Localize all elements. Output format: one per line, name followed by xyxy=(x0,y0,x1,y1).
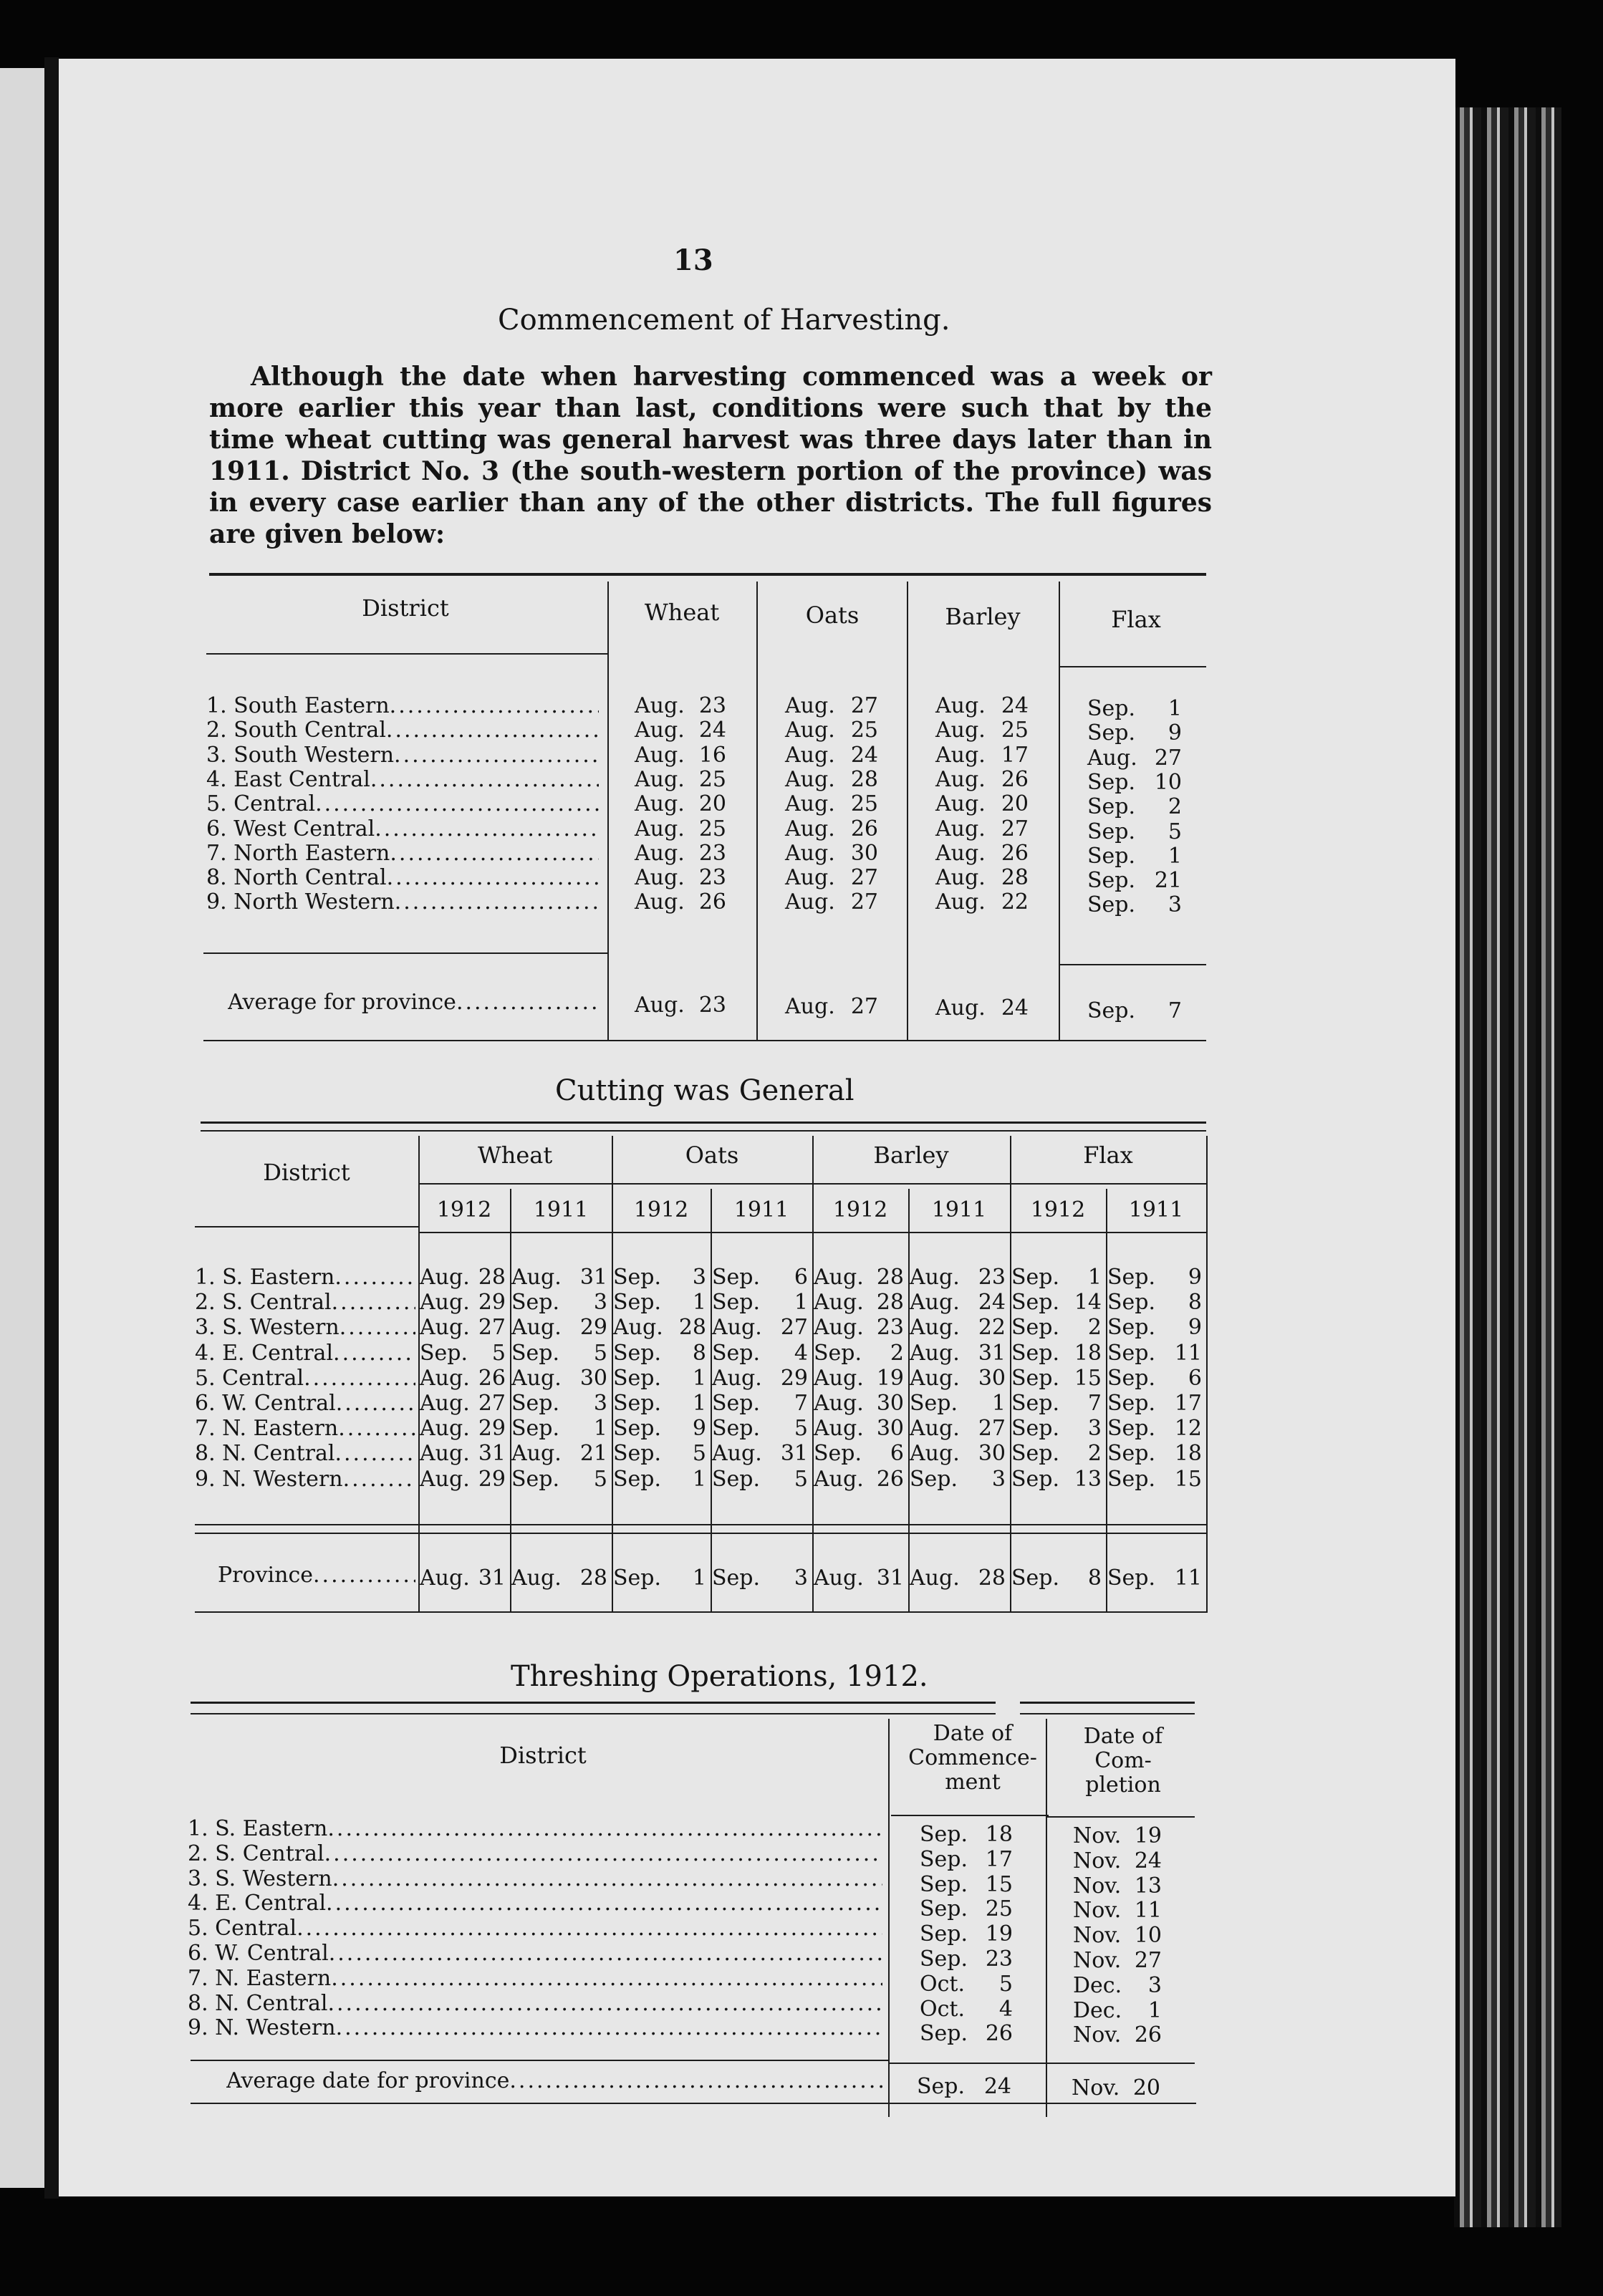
header-barley: Barley xyxy=(945,603,1021,630)
header-oats: Oats xyxy=(805,602,860,629)
header-crop: Oats xyxy=(685,1142,739,1169)
commencement-date: Oct. 5 xyxy=(920,1972,1013,1997)
cutting-date: Sep. 15 xyxy=(1011,1366,1102,1391)
section1-title: Commencement of Harvesting. xyxy=(498,304,950,337)
district-label: 9. N. Western ..... xyxy=(195,1467,415,1492)
flax-date: Sep. 5 xyxy=(1087,819,1182,844)
province-date: Aug. 28 xyxy=(910,1566,1006,1591)
section3-title: Threshing Operations, 1912. xyxy=(511,1660,928,1693)
province-date: Sep. 3 xyxy=(712,1566,808,1591)
header-year: 1911 xyxy=(1128,1197,1184,1222)
district-label: Average date for province ..... xyxy=(226,2068,882,2093)
province-date: Sep. 11 xyxy=(1107,1566,1202,1591)
completion-date: Nov. 27 xyxy=(1073,1948,1162,1973)
commencement-date: Sep. 23 xyxy=(920,1947,1013,1972)
cutting-date: Aug. 30 xyxy=(910,1366,1006,1391)
district-label: 3. South Western ..... xyxy=(206,743,599,768)
cutting-date: Sep. 1 xyxy=(613,1391,706,1416)
district-row xyxy=(195,1441,415,1466)
header-flax: Flax xyxy=(1111,606,1161,633)
commencement-date: Sep. 17 xyxy=(920,1847,1013,1872)
table-rule xyxy=(891,1815,1049,1816)
completion-date: Dec. 3 xyxy=(1073,1973,1162,1998)
table-column-rule xyxy=(888,1719,890,2117)
province-row xyxy=(218,1563,415,1588)
cutting-date: Aug. 28 xyxy=(814,1290,904,1315)
wheat-date: Aug. 25 xyxy=(635,816,726,841)
cutting-date: Sep. 5 xyxy=(712,1416,808,1441)
wheat-date: Aug. 23 xyxy=(635,693,726,718)
header-year: 1911 xyxy=(931,1197,987,1222)
district-label: 8. N. Central ..... xyxy=(188,1991,882,2016)
district-label: 9. N. Western ..... xyxy=(188,2015,882,2040)
cutting-date: Sep. 9 xyxy=(1107,1265,1202,1290)
district-row xyxy=(188,1816,882,1841)
cutting-date: Aug. 28 xyxy=(814,1265,904,1290)
oats-date: Aug. 24 xyxy=(785,743,878,768)
cutting-date: Aug. 29 xyxy=(712,1366,808,1391)
table-rule xyxy=(209,573,1206,576)
district-label: 4. E. Central ..... xyxy=(195,1341,415,1366)
district-row xyxy=(206,718,599,743)
table-column-rule xyxy=(607,582,609,1040)
cutting-date: Sep. 6 xyxy=(712,1265,808,1290)
district-label: 7. N. Eastern ..... xyxy=(188,1966,882,1991)
district-row xyxy=(195,1416,415,1441)
cutting-date: Sep. 1 xyxy=(1011,1265,1102,1290)
cutting-date: Aug. 31 xyxy=(420,1441,506,1466)
oats-date: Aug. 26 xyxy=(785,816,878,841)
table-rule xyxy=(201,1130,1206,1132)
district-row xyxy=(206,743,599,768)
barley-date: Aug. 25 xyxy=(935,718,1029,743)
header-district: District xyxy=(499,1742,587,1769)
table-rule xyxy=(203,952,607,954)
flax-date: Sep. 21 xyxy=(1087,868,1182,893)
header-wheat: Wheat xyxy=(644,599,720,626)
table-rule xyxy=(191,2103,1196,2104)
district-row xyxy=(206,841,599,866)
oats-date: Aug. 27 xyxy=(785,865,878,890)
barley-date: Aug. 26 xyxy=(935,767,1029,792)
cutting-date: Aug. 30 xyxy=(511,1366,607,1391)
cutting-date: Sep. 6 xyxy=(1107,1366,1202,1391)
district-label: 3. S. Western ..... xyxy=(195,1315,415,1340)
header-crop: Flax xyxy=(1083,1142,1133,1169)
cutting-date: Sep. 7 xyxy=(712,1391,808,1416)
cutting-date: Aug. 27 xyxy=(420,1315,506,1340)
oats-date: Aug. 30 xyxy=(785,841,878,866)
header-district: District xyxy=(362,594,449,622)
cutting-date: Sep. 3 xyxy=(511,1391,607,1416)
district-label: 9. North Western ..... xyxy=(206,889,599,915)
district-label: 1. S. Eastern ..... xyxy=(188,1816,882,1841)
wheat-date: Aug. 26 xyxy=(635,889,726,915)
cutting-date: Sep. 3 xyxy=(511,1290,607,1315)
district-label: 5. Central ..... xyxy=(206,791,599,816)
cutting-date: Aug. 27 xyxy=(712,1315,808,1340)
district-row xyxy=(195,1391,415,1416)
cutting-date: Sep. 1 xyxy=(910,1391,1006,1416)
district-row xyxy=(195,1341,415,1366)
cutting-date: Aug. 26 xyxy=(814,1467,904,1492)
district-row xyxy=(206,816,599,841)
cutting-date: Sep. 5 xyxy=(613,1441,706,1466)
adjacent-page-edge xyxy=(0,68,44,2188)
wheat-date: Aug. 23 xyxy=(635,841,726,866)
province-date: Sep. 8 xyxy=(1011,1566,1102,1591)
cutting-date: Aug. 21 xyxy=(511,1441,607,1466)
district-label: Average for province ..... xyxy=(228,990,599,1015)
district-row xyxy=(206,791,599,816)
wheat-date: Aug. 24 xyxy=(635,718,726,743)
completion-date: Nov. 19 xyxy=(1073,1823,1162,1848)
completion-date: Dec. 1 xyxy=(1073,1998,1162,2023)
completion-date: Nov. 24 xyxy=(1073,1848,1162,1873)
district-label: 4. E. Central ..... xyxy=(188,1891,882,1916)
district-label: Province ..... xyxy=(218,1563,415,1588)
cutting-date: Aug. 24 xyxy=(910,1290,1006,1315)
header-crop: Barley xyxy=(873,1142,949,1169)
cutting-date: Sep. 17 xyxy=(1107,1391,1202,1416)
cutting-date: Sep. 7 xyxy=(1011,1391,1102,1416)
oats-date: Aug. 27 xyxy=(785,693,878,718)
flax-date: Aug. 27 xyxy=(1087,746,1182,771)
table-column-rule xyxy=(1046,1719,1047,2117)
district-label: 3. S. Western ..... xyxy=(188,1866,882,1891)
barley-date: Aug. 17 xyxy=(935,743,1029,768)
wheat-date: Aug. 16 xyxy=(635,743,726,768)
section2-title: Cutting was General xyxy=(555,1074,855,1107)
wheat-date: Aug. 25 xyxy=(635,767,726,792)
cutting-date: Sep. 2 xyxy=(1011,1315,1102,1340)
header-completion: Date of Com- pletion xyxy=(1083,1724,1163,1798)
cutting-date: Sep. 1 xyxy=(613,1366,706,1391)
cutting-date: Sep. 18 xyxy=(1107,1441,1202,1466)
district-label: 1. South Eastern ..... xyxy=(206,693,599,718)
oats-date: Aug. 27 xyxy=(785,889,878,915)
district-row xyxy=(206,865,599,890)
cutting-date: Sep. 12 xyxy=(1107,1416,1202,1441)
province-date: Sep. 1 xyxy=(613,1566,706,1591)
table-rule xyxy=(191,1713,996,1714)
oats-date: Aug. 25 xyxy=(785,791,878,816)
completion-date: Nov. 13 xyxy=(1073,1873,1162,1899)
completion-date: Nov. 26 xyxy=(1073,2022,1162,2047)
commencement-date: Sep. 18 xyxy=(920,1822,1013,1847)
district-row xyxy=(188,1916,882,1941)
cutting-date: Sep. 4 xyxy=(712,1341,808,1366)
commencement-date: Sep. 25 xyxy=(920,1896,1013,1921)
barley-date: Aug. 27 xyxy=(935,816,1029,841)
district-row xyxy=(206,693,599,718)
flax-date: Sep. 2 xyxy=(1087,794,1182,819)
cutting-date: Aug. 28 xyxy=(613,1315,706,1340)
table-rule xyxy=(418,1232,1206,1233)
table-rule xyxy=(203,1040,1206,1041)
cutting-date: Aug. 31 xyxy=(712,1441,808,1466)
average-row xyxy=(226,2068,882,2093)
cutting-date: Aug. 19 xyxy=(814,1366,904,1391)
table-rule xyxy=(888,2063,1195,2064)
cutting-date: Sep. 1 xyxy=(613,1467,706,1492)
avg-commencement: Sep. 24 xyxy=(917,2074,1011,2099)
province-date: Aug. 28 xyxy=(511,1566,607,1591)
district-label: 6. West Central ..... xyxy=(206,816,599,841)
barley-date: Aug. 20 xyxy=(935,791,1029,816)
district-row xyxy=(188,1941,882,1966)
commencement-date: Sep. 19 xyxy=(920,1921,1013,1947)
cutting-date: Aug. 29 xyxy=(511,1315,607,1340)
cutting-date: Aug. 29 xyxy=(420,1290,506,1315)
table-column-rule xyxy=(1059,582,1060,1040)
table-rule xyxy=(195,1226,418,1227)
avg-oats: Aug. 27 xyxy=(785,994,878,1019)
cutting-date: Sep. 8 xyxy=(1107,1290,1202,1315)
cutting-date: Sep. 14 xyxy=(1011,1290,1102,1315)
table-rule xyxy=(1020,1713,1195,1714)
barley-date: Aug. 22 xyxy=(935,889,1029,915)
commencement-date: Oct. 4 xyxy=(920,1997,1013,2022)
avg-flax: Sep. 7 xyxy=(1087,998,1182,1023)
cutting-date: Aug. 31 xyxy=(511,1265,607,1290)
district-label: 8. N. Central ..... xyxy=(195,1441,415,1466)
cutting-date: Sep. 5 xyxy=(712,1467,808,1492)
district-label: 1. S. Eastern ..... xyxy=(195,1265,415,1290)
commencement-date: Sep. 15 xyxy=(920,1872,1013,1897)
table-rule xyxy=(201,1122,1206,1124)
barley-date: Aug. 26 xyxy=(935,841,1029,866)
district-label: 7. North Eastern ..... xyxy=(206,841,599,866)
cutting-date: Aug. 29 xyxy=(420,1416,506,1441)
wheat-date: Aug. 20 xyxy=(635,791,726,816)
header-year: 1912 xyxy=(436,1197,492,1222)
header-year: 1912 xyxy=(1030,1197,1086,1222)
page-edges xyxy=(1454,107,1561,2227)
district-row xyxy=(188,1866,882,1891)
header-year: 1911 xyxy=(733,1197,789,1222)
barley-date: Aug. 24 xyxy=(935,693,1029,718)
district-row xyxy=(206,889,599,915)
cutting-date: Sep. 13 xyxy=(1011,1467,1102,1492)
district-row xyxy=(195,1366,415,1391)
cutting-date: Aug. 30 xyxy=(910,1441,1006,1466)
district-label: 2. South Central ..... xyxy=(206,718,599,743)
district-row xyxy=(188,1966,882,1991)
table-rule xyxy=(191,1702,996,1704)
district-row xyxy=(195,1467,415,1492)
cutting-date: Sep. 2 xyxy=(1011,1441,1102,1466)
header-year: 1912 xyxy=(832,1197,888,1222)
cutting-date: Aug. 26 xyxy=(420,1366,506,1391)
district-label: 2. S. Central ..... xyxy=(188,1841,882,1866)
table-column-rule xyxy=(907,582,908,1040)
cutting-date: Sep. 2 xyxy=(814,1341,904,1366)
cutting-date: Sep. 1 xyxy=(511,1416,607,1441)
district-label: 2. S. Central ..... xyxy=(195,1290,415,1315)
cutting-date: Aug. 31 xyxy=(910,1341,1006,1366)
district-label: 8. North Central ..... xyxy=(206,865,599,890)
cutting-date: Sep. 18 xyxy=(1011,1341,1102,1366)
cutting-date: Sep. 5 xyxy=(420,1341,506,1366)
province-date: Aug. 31 xyxy=(420,1566,506,1591)
table-rule xyxy=(1059,964,1206,965)
district-row xyxy=(188,1841,882,1866)
cutting-date: Sep. 3 xyxy=(613,1265,706,1290)
table-rule xyxy=(195,1611,1206,1613)
table-rule xyxy=(195,1524,1206,1525)
completion-date: Nov. 11 xyxy=(1073,1898,1162,1923)
table-rule xyxy=(195,1533,1206,1534)
district-row xyxy=(188,1891,882,1916)
cutting-date: Sep. 5 xyxy=(511,1341,607,1366)
district-label: 7. N. Eastern ..... xyxy=(195,1416,415,1441)
district-row xyxy=(195,1290,415,1315)
header-commencement: Date of Commence- ment xyxy=(908,1721,1037,1795)
flax-date: Sep. 10 xyxy=(1087,770,1182,795)
cutting-date: Sep. 1 xyxy=(613,1290,706,1315)
cutting-date: Sep. 6 xyxy=(814,1441,904,1466)
cutting-date: Sep. 11 xyxy=(1107,1341,1202,1366)
province-date: Aug. 31 xyxy=(814,1566,904,1591)
district-label: 6. W. Central ..... xyxy=(195,1391,415,1416)
commencement-date: Sep. 26 xyxy=(920,2021,1013,2046)
flax-date: Sep. 1 xyxy=(1087,696,1182,721)
avg-barley: Aug. 24 xyxy=(935,995,1029,1021)
oats-date: Aug. 25 xyxy=(785,718,878,743)
district-label: 6. W. Central ..... xyxy=(188,1941,882,1966)
district-row xyxy=(206,767,599,792)
cutting-date: Aug. 23 xyxy=(910,1265,1006,1290)
flax-date: Sep. 1 xyxy=(1087,844,1182,869)
header-crop: Wheat xyxy=(477,1142,553,1169)
district-row xyxy=(195,1265,415,1290)
cutting-date: Sep. 1 xyxy=(712,1290,808,1315)
cutting-date: Aug. 22 xyxy=(910,1315,1006,1340)
intro-paragraph: Although the date when harvesting commenced was a week or more earlier this year than last, conditions were such that by the time wheat cutting was general harvest was three days later than in 1911. District No. 3 (the south-western portion of the province) was in every case earlier than any of the other districts. The full figures are given below: xyxy=(209,362,1212,549)
header-year: 1912 xyxy=(633,1197,689,1222)
average-row xyxy=(228,990,599,1015)
cutting-date: Sep. 3 xyxy=(1011,1416,1102,1441)
table-rule xyxy=(206,653,607,655)
flax-date: Sep. 9 xyxy=(1087,720,1182,746)
district-row xyxy=(188,2015,882,2040)
barley-date: Aug. 28 xyxy=(935,865,1029,890)
cutting-date: Aug. 27 xyxy=(420,1391,506,1416)
header-year: 1911 xyxy=(533,1197,589,1222)
district-row xyxy=(188,1991,882,2016)
cutting-date: Sep. 15 xyxy=(1107,1467,1202,1492)
table-rule xyxy=(1020,1702,1195,1704)
cutting-date: Aug. 29 xyxy=(420,1467,506,1492)
district-label: 5. Central ..... xyxy=(188,1916,882,1941)
cutting-date: Sep. 9 xyxy=(613,1416,706,1441)
completion-date: Nov. 10 xyxy=(1073,1923,1162,1948)
cutting-date: Aug. 23 xyxy=(814,1315,904,1340)
table-column-rule xyxy=(1206,1136,1208,1613)
table-rule xyxy=(1059,666,1206,667)
district-row xyxy=(195,1315,415,1340)
cutting-date: Sep. 5 xyxy=(511,1467,607,1492)
avg-wheat: Aug. 23 xyxy=(635,993,726,1018)
cutting-date: Sep. 9 xyxy=(1107,1315,1202,1340)
table-rule xyxy=(418,1183,1206,1185)
book-gutter xyxy=(44,57,59,2199)
table-rule xyxy=(1046,1816,1195,1818)
table-rule xyxy=(191,2060,888,2061)
header-district: District xyxy=(263,1159,350,1186)
cutting-date: Sep. 8 xyxy=(613,1341,706,1366)
cutting-date: Aug. 27 xyxy=(910,1416,1006,1441)
cutting-date: Aug. 28 xyxy=(420,1265,506,1290)
flax-date: Sep. 3 xyxy=(1087,892,1182,917)
cutting-date: Aug. 30 xyxy=(814,1416,904,1441)
wheat-date: Aug. 23 xyxy=(635,865,726,890)
avg-completion: Nov. 20 xyxy=(1072,2075,1160,2100)
district-label: 5. Central ..... xyxy=(195,1366,415,1391)
cutting-date: Aug. 30 xyxy=(814,1391,904,1416)
page-number: 13 xyxy=(673,243,713,277)
cutting-date: Sep. 3 xyxy=(910,1467,1006,1492)
district-label: 4. East Central ..... xyxy=(206,767,599,792)
oats-date: Aug. 28 xyxy=(785,767,878,792)
table-column-rule xyxy=(756,582,758,1040)
